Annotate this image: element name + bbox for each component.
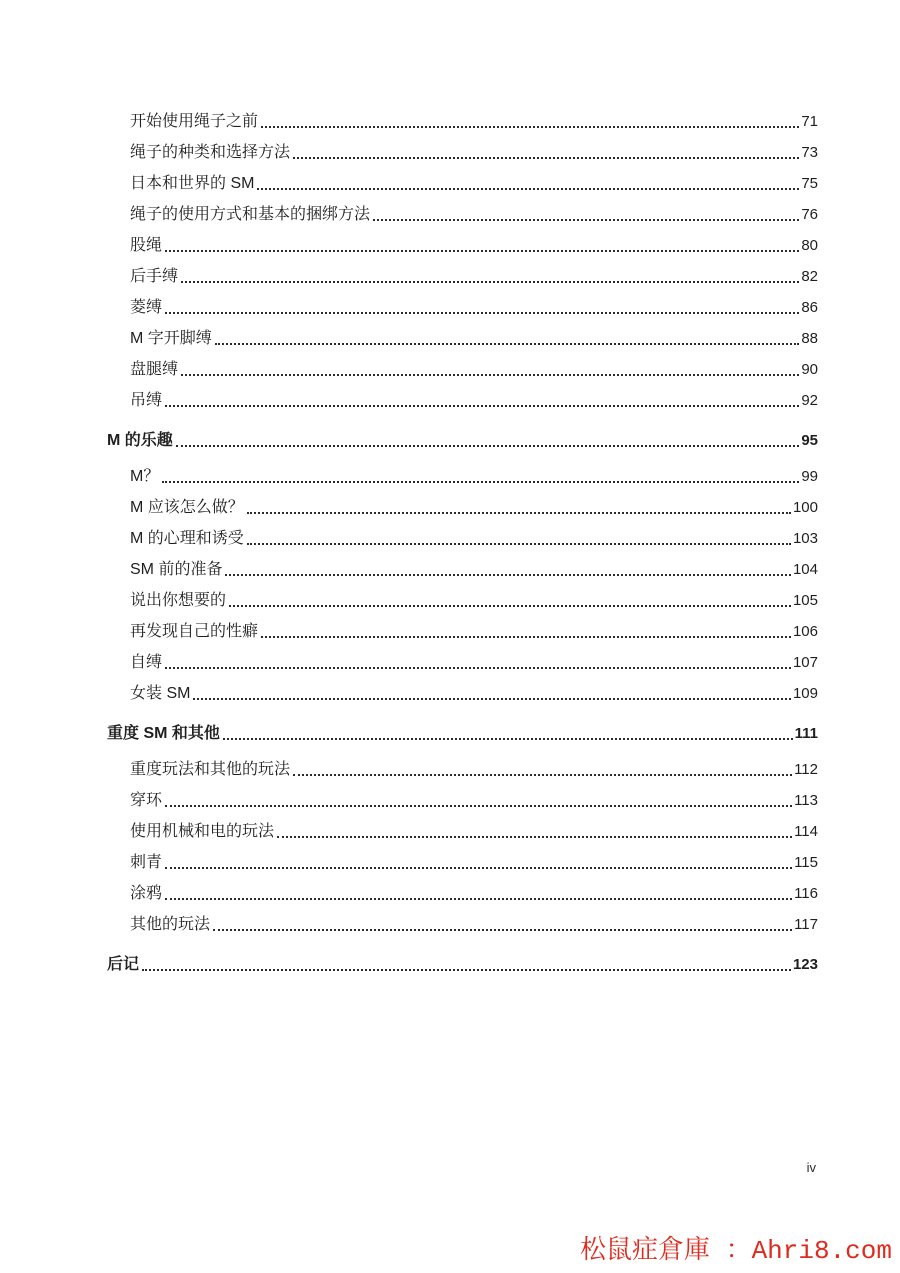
toc-leader-dots xyxy=(142,969,791,971)
toc-entry-label: M 应该怎么做？ xyxy=(130,499,244,516)
toc-leader-dots xyxy=(373,219,799,221)
toc-entry-page: 76 xyxy=(801,206,818,223)
toc-leader-dots xyxy=(165,805,792,807)
toc-leader-dots xyxy=(213,929,792,931)
toc-entry-label: 盘腿缚 xyxy=(130,361,179,378)
toc-leader-dots xyxy=(293,157,799,159)
toc-entry[interactable] xyxy=(107,904,818,935)
toc-entry-page: 104 xyxy=(792,561,818,578)
toc-entry-label: M？ xyxy=(130,468,160,485)
toc-entry[interactable] xyxy=(107,256,818,287)
toc-entry-page: 113 xyxy=(794,792,818,809)
toc-leader-dots xyxy=(261,636,791,638)
toc-entry[interactable] xyxy=(107,101,818,132)
toc-entry[interactable] xyxy=(107,287,818,318)
toc-entry-page: 73 xyxy=(801,144,818,161)
toc-entry-page: 123 xyxy=(792,956,818,973)
toc-entry-page: 80 xyxy=(801,237,818,254)
toc-leader-dots xyxy=(165,405,799,407)
toc-leader-dots xyxy=(223,738,793,740)
toc-leader-dots xyxy=(165,312,799,314)
toc-leader-dots xyxy=(247,512,791,514)
toc-entry[interactable] xyxy=(107,318,818,349)
toc-entry-label: 自缚 xyxy=(130,654,163,671)
toc-entry-page: 71 xyxy=(801,113,818,130)
toc-entry-label: 开始使用绳子之前 xyxy=(130,113,259,130)
toc-entry[interactable] xyxy=(107,132,818,163)
toc-entry[interactable] xyxy=(107,642,818,673)
toc-entry[interactable] xyxy=(107,456,818,487)
toc-entry[interactable] xyxy=(107,549,818,580)
toc-entry-label: 绳子的使用方式和基本的捆绑方法 xyxy=(130,206,371,223)
toc-entry-page: 117 xyxy=(794,916,818,933)
toc-entry-label: 重度玩法和其他的玩法 xyxy=(130,761,291,778)
toc-entry-label: 重度 SM 和其他 xyxy=(107,725,220,742)
toc-entry[interactable] xyxy=(107,163,818,194)
toc-entry[interactable] xyxy=(107,194,818,225)
toc-entry-label: 股绳 xyxy=(130,237,163,254)
toc-leader-dots xyxy=(165,667,791,669)
toc-entry-label: 说出你想要的 xyxy=(130,592,227,609)
toc-entry[interactable] xyxy=(107,518,818,549)
toc-leader-dots xyxy=(293,774,792,776)
toc-entry[interactable] xyxy=(107,487,818,518)
toc-entry-label: SM 前的准备 xyxy=(130,561,223,578)
toc-leader-dots xyxy=(247,543,791,545)
toc-entry-label: 日本和世界的 SM xyxy=(130,175,255,192)
toc-leader-dots xyxy=(165,250,799,252)
toc-entry[interactable] xyxy=(107,749,818,780)
toc-entry[interactable] xyxy=(107,420,818,451)
toc-entry-page: 112 xyxy=(794,761,818,778)
table-of-contents xyxy=(107,101,818,980)
toc-leader-dots xyxy=(257,188,799,190)
toc-entry-page: 99 xyxy=(801,468,818,485)
toc-entry-page: 105 xyxy=(792,592,818,609)
toc-entry[interactable] xyxy=(107,944,818,975)
toc-entry-label: M 字开脚缚 xyxy=(130,330,212,347)
toc-entry-page: 106 xyxy=(792,623,818,640)
toc-entry-label: 绳子的种类和选择方法 xyxy=(130,144,291,161)
toc-entry-page: 115 xyxy=(794,854,818,871)
toc-leader-dots xyxy=(225,574,791,576)
toc-entry-label: 菱缚 xyxy=(130,299,163,316)
toc-entry[interactable] xyxy=(107,780,818,811)
toc-entry-label: 涂鸦 xyxy=(130,885,163,902)
toc-leader-dots xyxy=(215,343,800,345)
toc-entry-page: 100 xyxy=(792,499,818,516)
toc-entry-label: 再发现自己的性癖 xyxy=(130,623,259,640)
toc-entry[interactable] xyxy=(107,225,818,256)
toc-entry-label: M 的心理和诱受 xyxy=(130,530,244,547)
toc-entry-label: 使用机械和电的玩法 xyxy=(130,823,275,840)
toc-entry[interactable] xyxy=(107,811,818,842)
toc-entry-label: M 的乐趣 xyxy=(107,432,173,449)
toc-entry-page: 111 xyxy=(794,725,818,742)
toc-leader-dots xyxy=(181,281,799,283)
toc-entry-page: 114 xyxy=(794,823,818,840)
toc-entry-label: 其他的玩法 xyxy=(130,916,211,933)
toc-leader-dots xyxy=(229,605,791,607)
toc-entry[interactable] xyxy=(107,673,818,704)
toc-entry-page: 86 xyxy=(801,299,818,316)
toc-leader-dots xyxy=(181,374,799,376)
toc-leader-dots xyxy=(176,445,800,447)
toc-entry-page: 103 xyxy=(792,530,818,547)
toc-entry-label: 刺青 xyxy=(130,854,163,871)
toc-leader-dots xyxy=(165,898,792,900)
toc-entry-label: 女装 SM xyxy=(130,685,191,702)
page-number: iv xyxy=(806,1160,816,1175)
toc-entry-page: 90 xyxy=(801,361,818,378)
toc-entry-page: 116 xyxy=(794,885,818,902)
toc-leader-dots xyxy=(277,836,792,838)
toc-entry[interactable] xyxy=(107,349,818,380)
toc-leader-dots xyxy=(165,867,792,869)
toc-entry-label: 后手缚 xyxy=(130,268,179,285)
toc-entry[interactable] xyxy=(107,873,818,904)
toc-entry[interactable] xyxy=(107,580,818,611)
toc-leader-dots xyxy=(261,126,799,128)
watermark: 松鼠症倉庫 ：Ahri8.com xyxy=(579,1236,892,1266)
toc-entry-page: 95 xyxy=(801,432,818,449)
toc-entry-label: 后记 xyxy=(107,956,140,973)
toc-entry-page: 82 xyxy=(801,268,818,285)
toc-entry-label: 吊缚 xyxy=(130,392,163,409)
toc-entry-page: 75 xyxy=(801,175,818,192)
toc-entry[interactable] xyxy=(107,842,818,873)
toc-entry-page: 109 xyxy=(792,685,818,702)
toc-leader-dots xyxy=(193,698,791,700)
toc-entry[interactable] xyxy=(107,380,818,411)
toc-entry-page: 107 xyxy=(792,654,818,671)
toc-entry-label: 穿环 xyxy=(130,792,163,809)
toc-entry[interactable] xyxy=(107,611,818,642)
toc-entry-page: 88 xyxy=(801,330,818,347)
toc-leader-dots xyxy=(162,481,799,483)
toc-entry[interactable] xyxy=(107,713,818,744)
toc-entry-page: 92 xyxy=(801,392,818,409)
